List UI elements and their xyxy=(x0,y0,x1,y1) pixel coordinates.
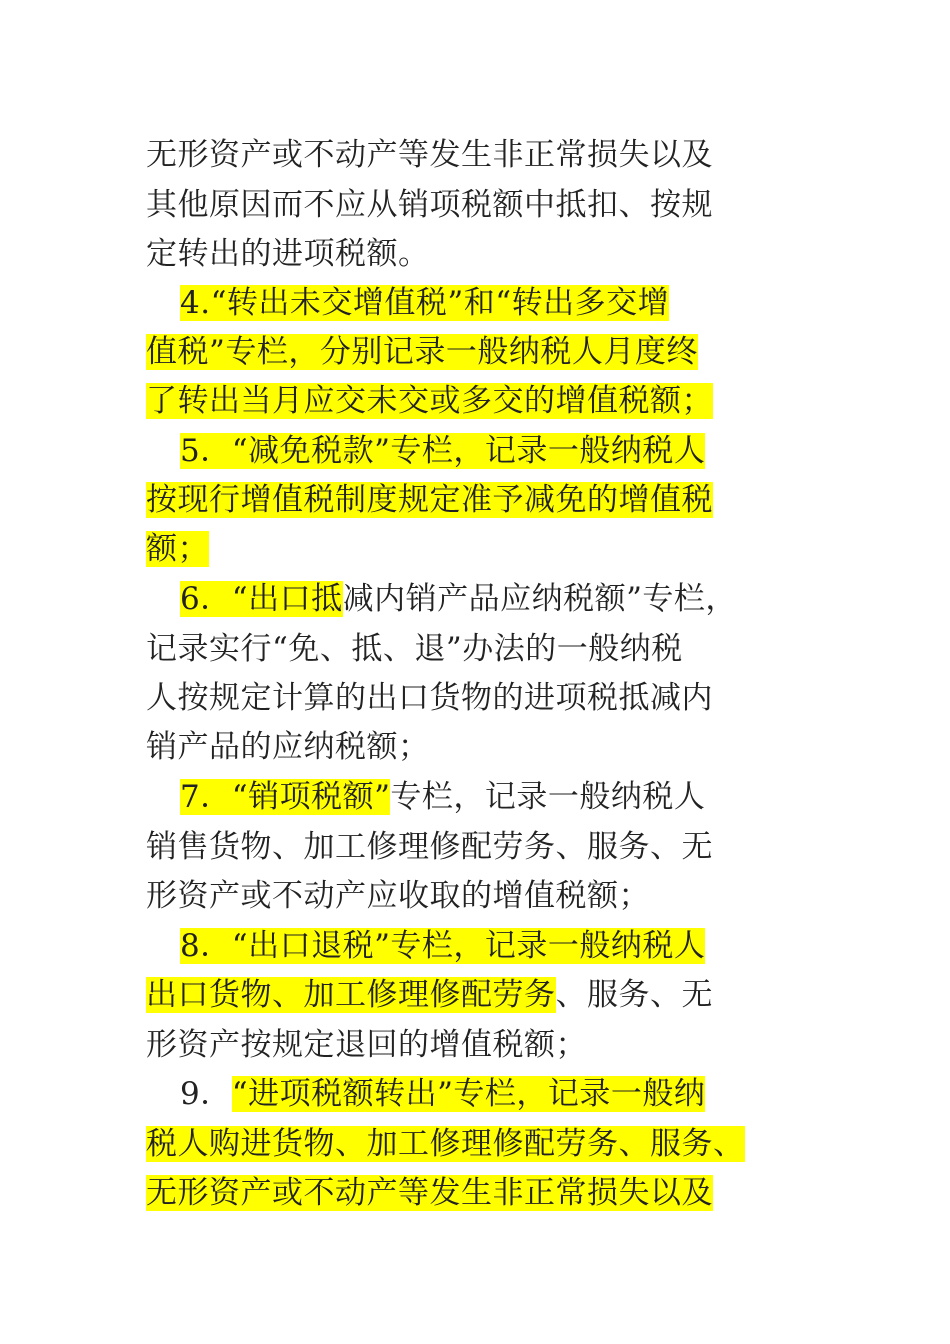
text-segment: 人按规定计算的出口货物的进项税抵减内 xyxy=(146,680,713,716)
paragraph-line xyxy=(146,376,713,426)
paragraph-line xyxy=(146,229,430,279)
highlighted-text: 4.“转出未交增值税”和“转出多交增 xyxy=(180,285,670,321)
text-segment: 销售货物、加工修理修配劳务、服务、无 xyxy=(146,829,713,865)
paragraph-line xyxy=(180,1069,705,1119)
text-segment: 形资产或不动产应收取的增值税额； xyxy=(146,878,650,914)
highlighted-text: 8．“出口退税”专栏，记录一般纳税人 xyxy=(180,928,706,964)
text-segment: 、服务、无 xyxy=(555,977,713,1013)
paragraph-line xyxy=(180,574,737,624)
highlighted-text: 7．“销项税额” xyxy=(180,779,391,815)
paragraph-line xyxy=(146,327,698,377)
paragraph-line xyxy=(146,871,650,921)
highlighted-text: 出口货物、加工修理修配劳务 xyxy=(146,977,556,1013)
highlighted-text: 按现行增值税制度规定准予减免的增值税 xyxy=(146,482,713,518)
paragraph-line xyxy=(146,624,683,674)
paragraph-line xyxy=(146,673,713,723)
paragraph-line xyxy=(146,1020,587,1070)
text-segment: 减内销产品应纳税额”专栏， xyxy=(342,581,737,617)
highlighted-text: 额； xyxy=(146,531,209,567)
paragraph-line xyxy=(146,475,713,525)
paragraph-line xyxy=(180,426,705,476)
highlighted-text: 了转出当月应交未交或多交的增值税额； xyxy=(146,383,713,419)
text-segment: 9． xyxy=(180,1076,232,1112)
paragraph-line xyxy=(146,130,713,180)
paragraph-line xyxy=(146,970,713,1020)
highlighted-text: 5．“减免税款”专栏，记录一般纳税人 xyxy=(180,433,706,469)
paragraph-line xyxy=(180,921,705,971)
paragraph-line xyxy=(146,1168,713,1218)
paragraph-line xyxy=(146,524,209,574)
highlighted-text: 值税”专栏，分别记录一般纳税人月度终 xyxy=(146,334,698,370)
text-segment: 专栏，记录一般纳税人 xyxy=(390,779,706,815)
text-segment: 定转出的进项税额。 xyxy=(146,236,430,272)
paragraph-line xyxy=(146,722,430,772)
highlighted-text: 税人购进货物、加工修理修配劳务、服务、 xyxy=(146,1126,745,1162)
text-segment: 形资产按规定退回的增值税额； xyxy=(146,1027,587,1063)
paragraph-line xyxy=(146,822,713,872)
text-segment: 记录实行“免、抵、退”办法的一般纳税 xyxy=(146,631,683,667)
text-segment: 无形资产或不动产等发生非正常损失以及 xyxy=(146,137,713,173)
highlighted-text: 无形资产或不动产等发生非正常损失以及 xyxy=(146,1175,713,1211)
text-segment: 其他原因而不应从销项税额中抵扣、按规 xyxy=(146,187,713,223)
paragraph-line xyxy=(180,278,669,328)
paragraph-line xyxy=(146,1119,745,1169)
text-segment: 销产品的应纳税额； xyxy=(146,729,430,765)
highlighted-text: “进项税额转出”专栏，记录一般纳 xyxy=(231,1076,706,1112)
paragraph-line xyxy=(146,180,713,230)
highlighted-text: 6．“出口抵 xyxy=(180,581,343,617)
paragraph-line xyxy=(180,772,705,822)
